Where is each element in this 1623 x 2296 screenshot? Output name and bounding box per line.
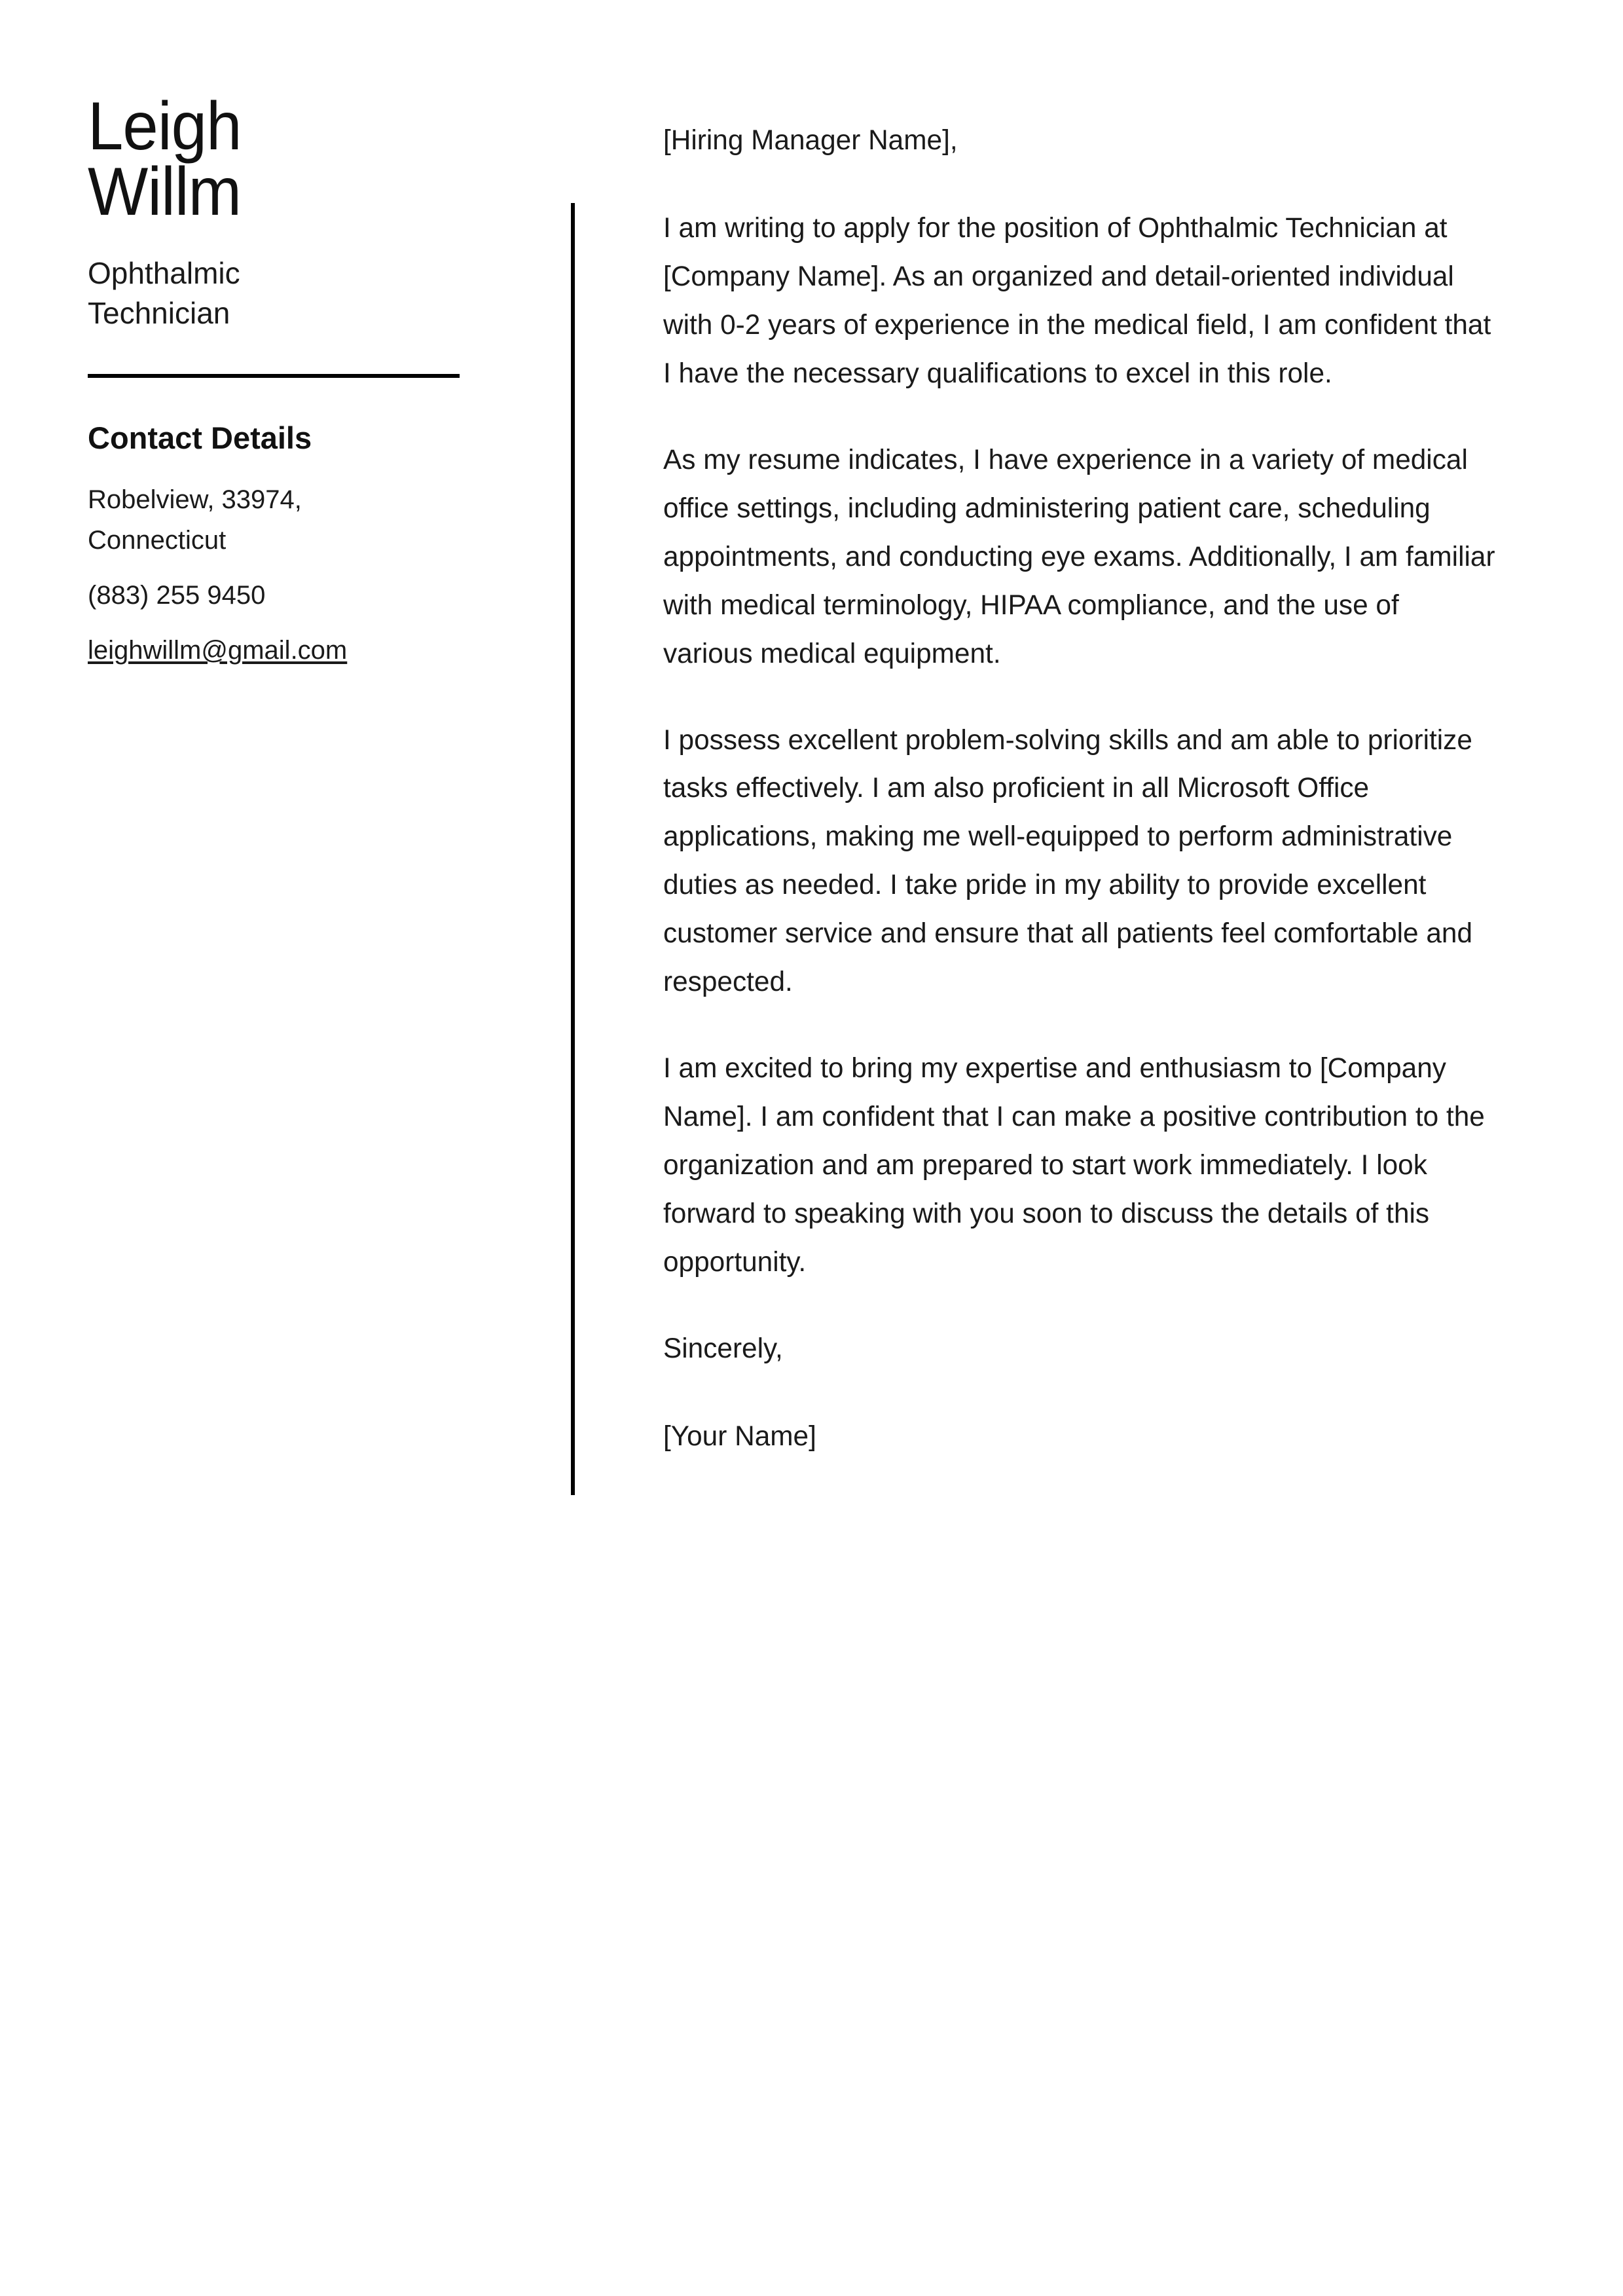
letter-signature: [Your Name]: [663, 1420, 816, 1452]
contact-list: [88, 479, 507, 685]
contact-email-link[interactable]: leighwillm@gmail.com: [88, 636, 348, 665]
name-block: [88, 88, 507, 230]
letter-paragraph-3: I possess excellent problem-solving skills and am able to prioritize tasks effectively. I am also proficient in all Microsoft Office applications, making me well-equipped to perform administrative duties as needed. I take pride in my ability to provide excellent customer service and ensure that all patients feel comfortable and respected.: [663, 724, 1473, 998]
letter-paragraph-2: As my resume indicates, I have experience in a variety of medical office settings, including administering patient care, scheduling appointments, and conducting eye exams. Additionally, I am familiar with medical terminology, HIPAA compliance, and the use of various medical equipment.: [663, 443, 1495, 669]
letter-paragraph-1: I am writing to apply for the position of Ophthalmic Technician at [Company Name]. As an organized and detail-oriented individual with 0-2 years of experience in the medical field, I am confident that I have the necessary qualifications to excel in this role.: [663, 212, 1491, 389]
contact-phone: (883) 255 9450: [88, 581, 266, 610]
column-divider: [571, 203, 575, 1495]
first-name: Leigh: [88, 88, 242, 164]
last-name: Willm: [88, 153, 242, 230]
contact-address: Robelview, 33974, Connecticut: [88, 485, 302, 555]
letter-signoff: Sincerely,: [663, 1333, 783, 1365]
letter-salutation: [Hiring Manager Name],: [663, 124, 958, 156]
sidebar-divider-rule: [88, 374, 460, 378]
contact-details-heading: Contact Details: [88, 420, 312, 455]
job-title: Ophthalmic Technician: [88, 256, 240, 331]
letter-paragraph-4: I am excited to bring my expertise and enthusiasm to [Company Name]. I am confident that I can make a positive contribution to the organization and am prepared to start work immediately. I look forward to speaking with you soon to discuss the details of this opportunity.: [663, 1052, 1485, 1278]
letter-body: [663, 117, 1508, 1461]
sidebar: [88, 0, 507, 685]
